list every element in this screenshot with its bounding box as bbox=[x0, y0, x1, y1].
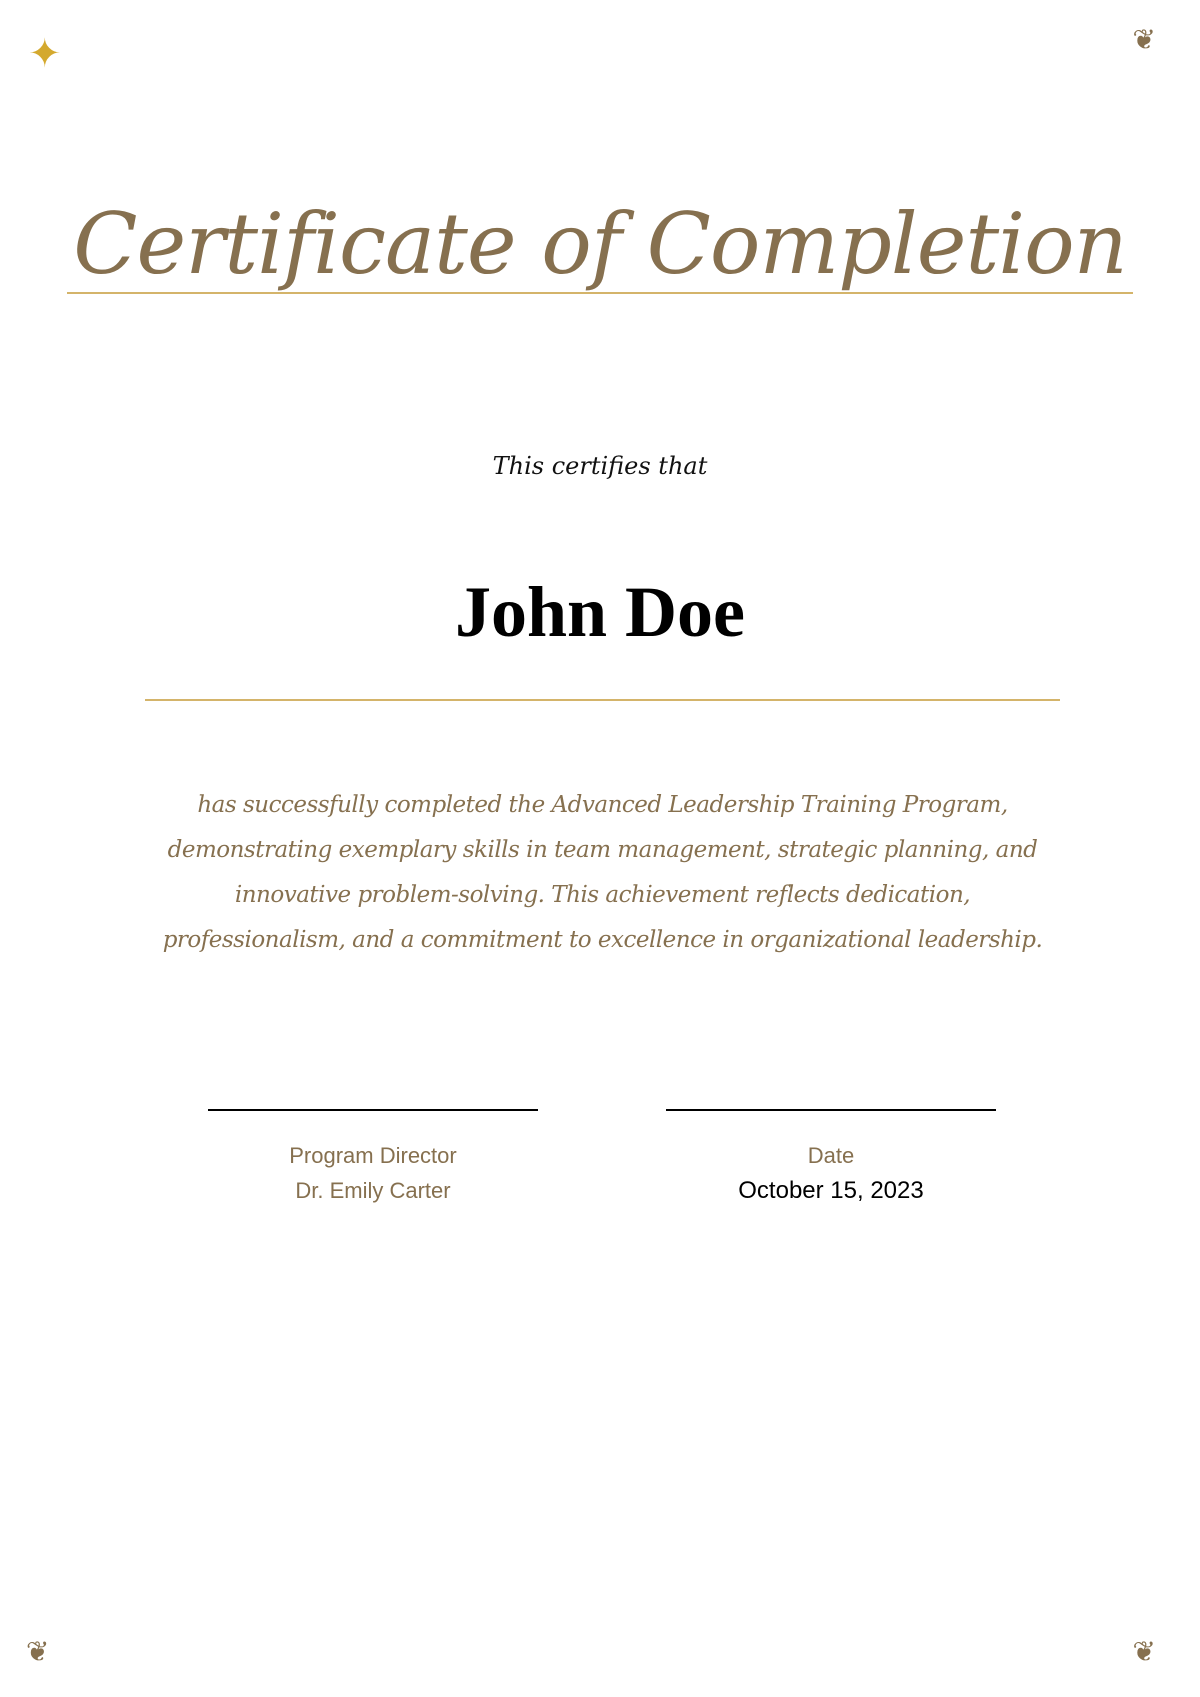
star-ornament-icon: ✦ bbox=[28, 31, 62, 77]
floral-heart-ornament-icon: ❦ bbox=[1132, 23, 1156, 56]
director-label: Program Director bbox=[289, 1143, 457, 1168]
certificate-title: Certificate of Completion bbox=[67, 196, 1133, 294]
certificate-header bbox=[0, 196, 1200, 294]
floral-heart-ornament-icon: ❦ bbox=[26, 1635, 50, 1668]
date-signature-block bbox=[666, 1109, 996, 1204]
date-value: October 15, 2023 bbox=[738, 1177, 924, 1204]
recipient-name: John Doe bbox=[454, 572, 746, 652]
name-divider bbox=[145, 699, 1060, 701]
achievement-description: has successfully completed the Advanced Leadership Training Program, demonstrating exemplary skills in team management, strategic planning, and innovative problem-solving. This achievement reflects dedication, professionalism, and a commitment to excellence in organizational leadership. bbox=[162, 792, 1043, 953]
director-name: Dr. Emily Carter bbox=[295, 1178, 451, 1203]
certifies-text: This certifies that bbox=[492, 452, 708, 480]
date-label: Date bbox=[807, 1143, 855, 1168]
floral-heart-ornament-icon: ❦ bbox=[1132, 1635, 1156, 1668]
director-signature-block bbox=[208, 1109, 538, 1204]
date-line bbox=[666, 1109, 996, 1111]
signature-line bbox=[208, 1109, 538, 1111]
